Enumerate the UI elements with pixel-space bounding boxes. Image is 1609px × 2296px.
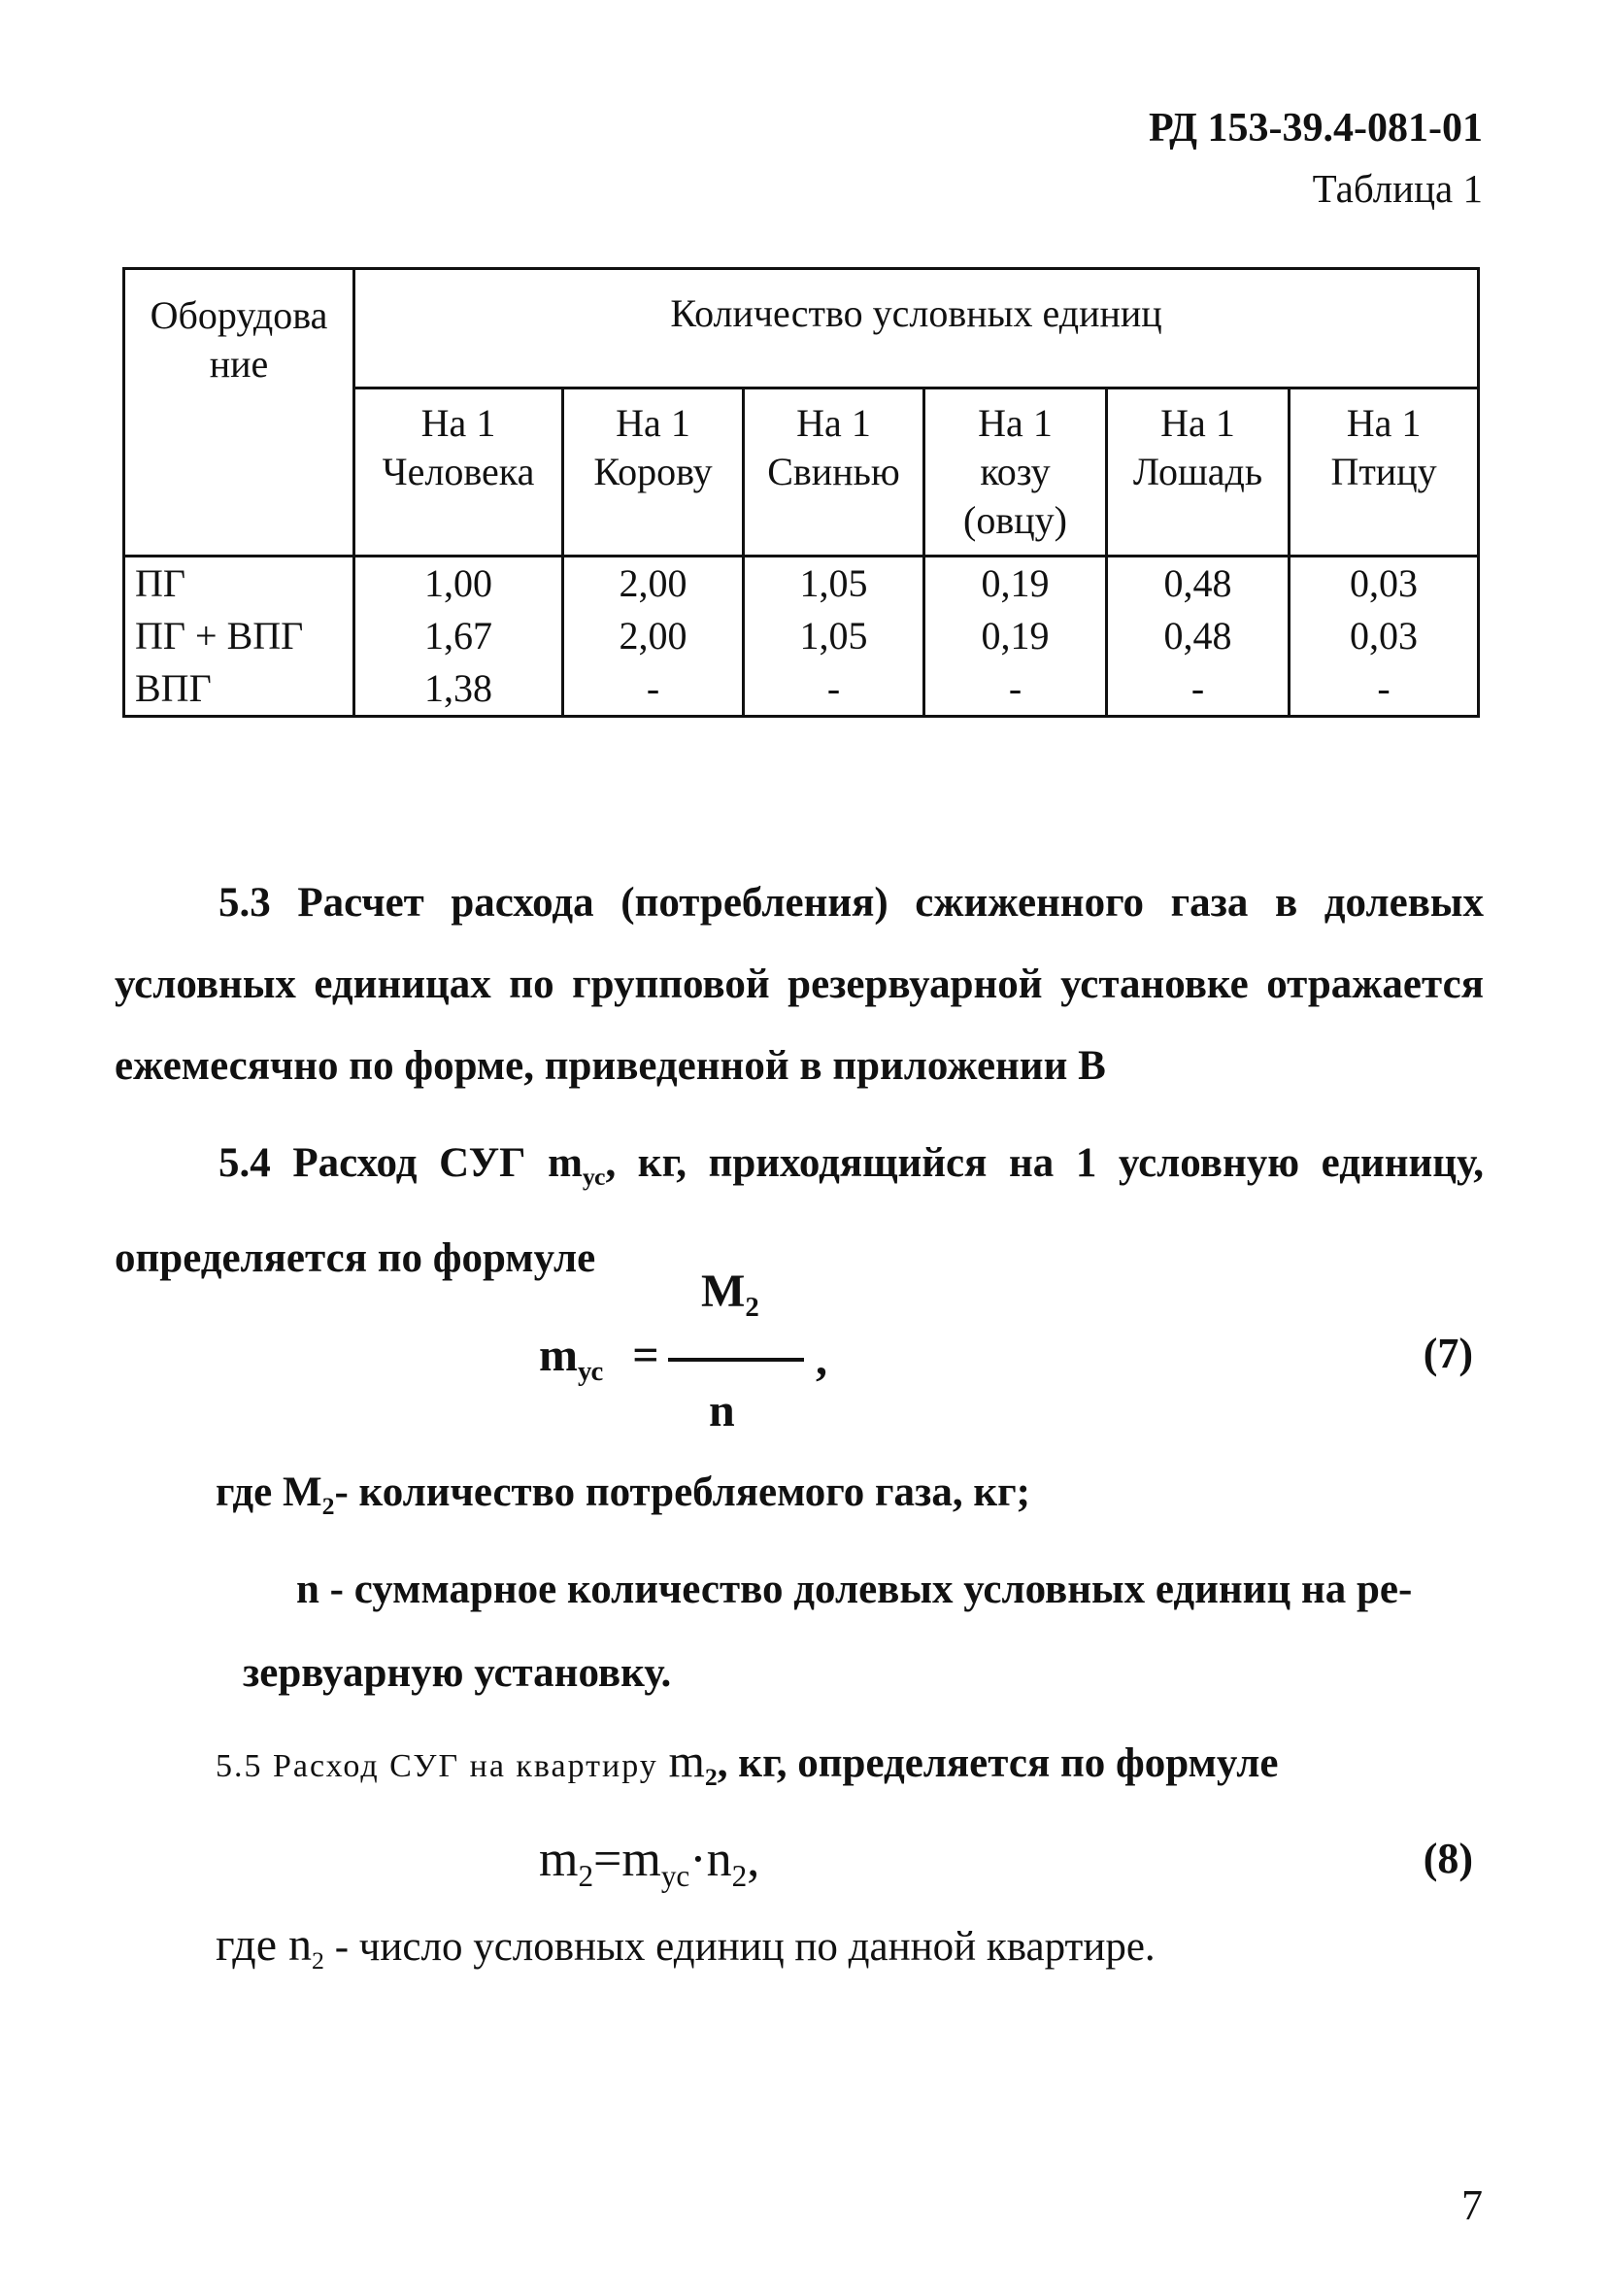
table-cell: 1,05 (744, 610, 924, 662)
row-label: ВПГ (124, 662, 354, 717)
equipment-header: Оборудова ние (124, 269, 354, 557)
fraction-bar (668, 1358, 804, 1362)
column-header: На 1 Свинью (744, 388, 924, 557)
column-header: На 1 Птицу (1290, 388, 1479, 557)
where-line-n2: где $n_2$ - число условных единиц по данной квартире. (216, 1919, 1156, 1975)
formula-7-lhs: $m_{ус}$ = (539, 1330, 659, 1388)
where-line-m2: где $M_2-$ количество потребляемого газа, кг; (216, 1469, 1030, 1521)
row-label: ПГ + ВПГ (124, 610, 354, 662)
table-cell: - (563, 662, 744, 717)
column-header: На 1 Человека (354, 388, 563, 557)
table-cell: - (924, 662, 1107, 717)
where-line-n-cont: зервуарную установку. (243, 1650, 672, 1696)
section-5-5: 5.5 Расход СУГ на квартиру $m_2$, кг, определяется по формуле (216, 1736, 1279, 1792)
column-header: На 1 Лошадь (1107, 388, 1290, 557)
table-header-row (124, 269, 1479, 388)
table-cell: - (1290, 662, 1479, 717)
paragraph: 5.4 Расход СУГ $m_{ус}$, кг, приходящийся на 1 условную единицу, определяется по формуле (115, 1140, 1484, 1282)
table-row (124, 610, 1479, 662)
table-cell: 0,19 (924, 610, 1107, 662)
formula-7-numerator: $M_2$ (701, 1266, 759, 1324)
document-code: РД 153-39.4-081-01 (1148, 106, 1483, 151)
column-header: На 1 Корову (563, 388, 744, 557)
row-label: ПГ (124, 557, 354, 611)
column-header: На 1 козу (овцу) (924, 388, 1107, 557)
section-5-3 (115, 862, 1484, 1107)
table-cell: 0,48 (1107, 557, 1290, 611)
where-line-n: n - суммарное количество долевых условных единиц на ре- (296, 1567, 1413, 1612)
table-cell: 2,00 (563, 610, 744, 662)
formula-7-comma: , (816, 1334, 827, 1385)
table-cell: 2,00 (563, 557, 744, 611)
table-row (124, 662, 1479, 717)
equation-number-7: (7) (1423, 1330, 1473, 1377)
formula-8: $m_2=m_{ус}\cdot n_2$, (539, 1832, 760, 1893)
table-cell: 0,03 (1290, 610, 1479, 662)
table-cell: - (1107, 662, 1290, 717)
table-cell: 1,00 (354, 557, 563, 611)
section-5-4 (115, 1123, 1484, 1300)
table-cell: 1,67 (354, 610, 563, 662)
paragraph: 5.3 Расчет расхода (потребления) сжиженного газа в долевых условных единицах по групповой резервуарной установке отражается ежемесячно по форме, приведенной в приложении В (115, 880, 1484, 1089)
table-cell: 1,38 (354, 662, 563, 717)
equation-number-8: (8) (1423, 1835, 1473, 1882)
table-caption: Таблица 1 (1312, 166, 1483, 211)
table-row (124, 557, 1479, 611)
table-cell: 0,48 (1107, 610, 1290, 662)
page-number: 7 (1461, 2181, 1483, 2229)
table-cell: - (744, 662, 924, 717)
table-cell: 0,03 (1290, 557, 1479, 611)
group-header: Количество условных единиц (354, 269, 1479, 388)
table-cell: 0,19 (924, 557, 1107, 611)
conventional-units-table (122, 267, 1480, 718)
formula-7-denominator: n (709, 1385, 735, 1436)
table-cell: 1,05 (744, 557, 924, 611)
